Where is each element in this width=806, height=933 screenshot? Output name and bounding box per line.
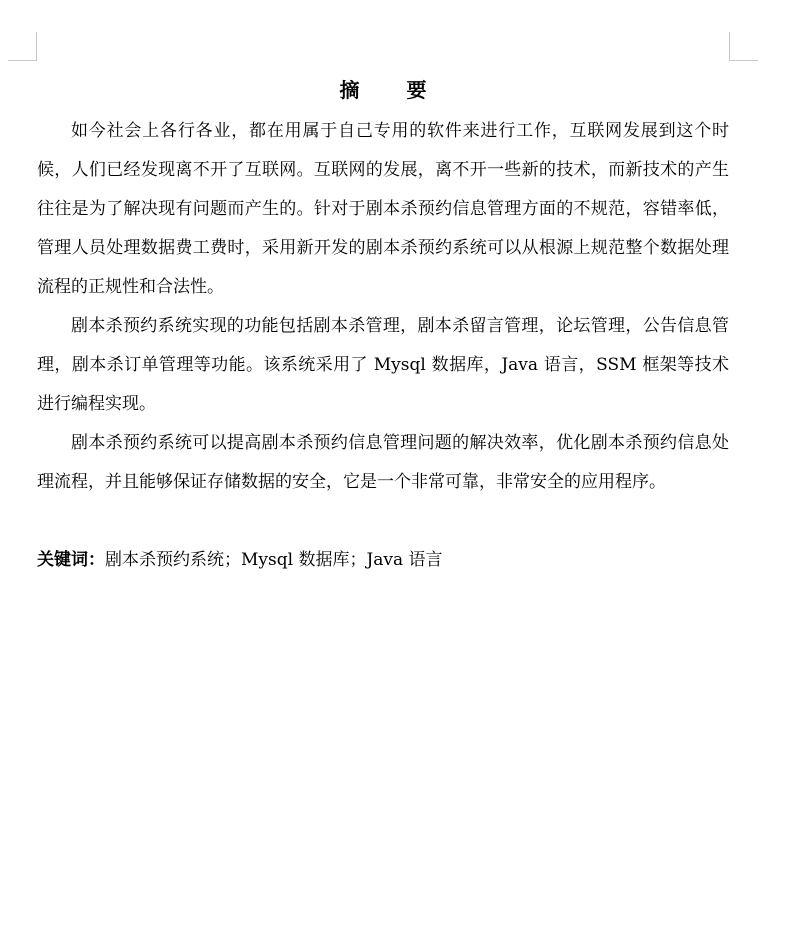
page-title: 摘 要 (339, 78, 447, 102)
abstract-paragraph-2: 剧本杀预约系统实现的功能包括剧本杀管理，剧本杀留言管理，论坛管理，公告信息管理，剧本杀订单管理等功能。该系统采用了 Mysql 数据库，Java 语言，SSM 框架等技术进行编程实现。 (37, 316, 729, 414)
abstract-page (37, 72, 729, 580)
keywords-line (37, 541, 729, 580)
abstract-paragraph-1: 如今社会上各行各业，都在用属于自己专用的软件来进行工作，互联网发展到这个时候，人们已经发现离不开了互联网。互联网的发展，离不开一些新的技术，而新技术的产生往往是为了解决现有问题而产生的。针对于剧本杀预约信息管理方面的不规范，容错率低，管理人员处理数据费工费时，采用新开发的剧本杀预约系统可以从根源上规范整个数据处理流程的正规性和合法性。 (37, 121, 729, 297)
keywords-text: 剧本杀预约系统；Mysql 数据库；Java 语言 (105, 550, 443, 570)
keywords-label: 关键词： (37, 550, 105, 570)
crop-mark-top-left (8, 32, 37, 61)
abstract-paragraph-3: 剧本杀预约系统可以提高剧本杀预约信息管理问题的解决效率，优化剧本杀预约信息处理流程，并且能够保证存储数据的安全，它是一个非常可靠，非常安全的应用程序。 (37, 433, 729, 492)
crop-mark-top-right (729, 32, 758, 61)
